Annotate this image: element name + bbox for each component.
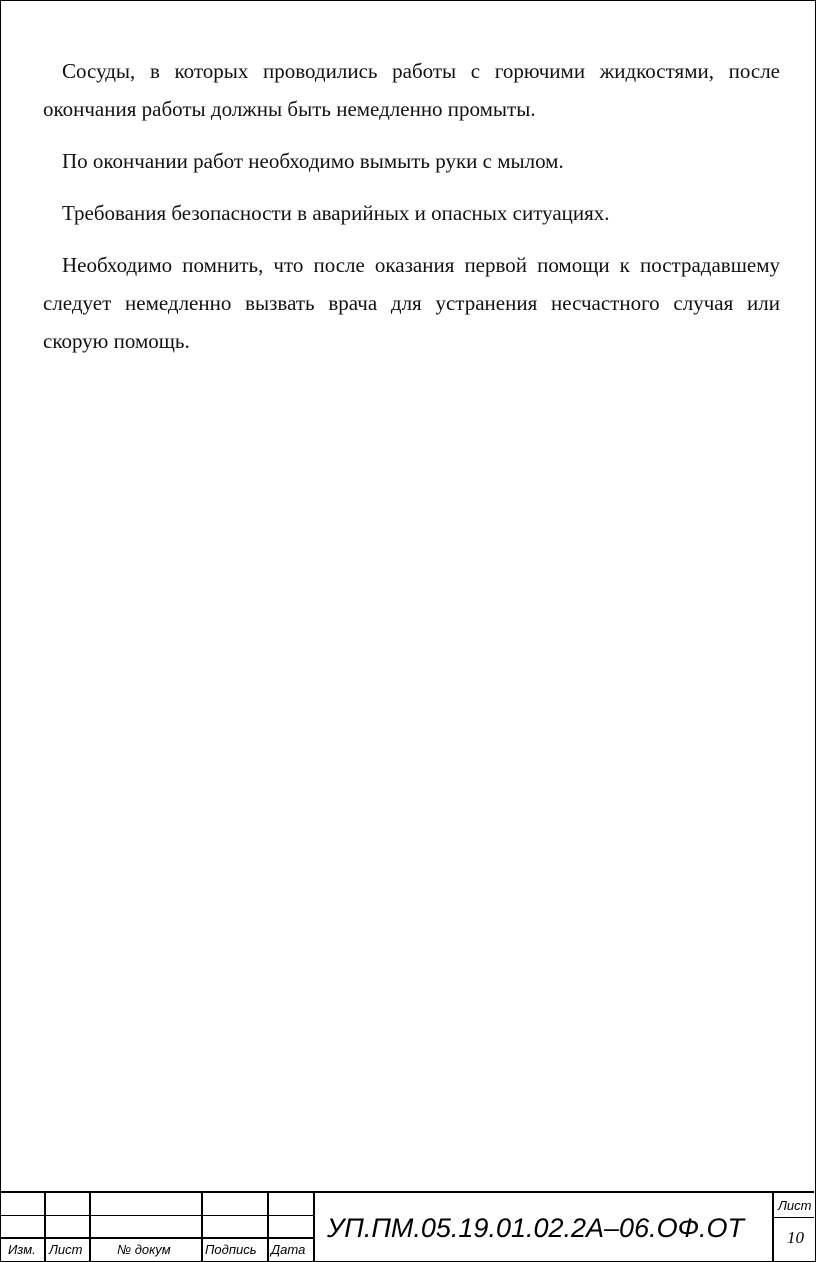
col-list-label: Лист — [49, 1242, 83, 1257]
title-block-divider — [44, 1193, 46, 1262]
col-izm-label: Изм. — [8, 1242, 36, 1257]
paragraph-1: Сосуды, в которых проводились работы с горючими жидкостями, после окончания работы должны быть немедленно промыты. — [43, 59, 780, 121]
col-doc-label: № докум — [117, 1242, 171, 1257]
col-sign-label: Подпись — [205, 1242, 257, 1257]
title-block-row-line — [1, 1237, 313, 1239]
document-body — [43, 52, 780, 374]
title-block-row-line — [1, 1215, 313, 1216]
title-block-divider — [201, 1193, 203, 1262]
title-block-divider — [772, 1193, 774, 1262]
title-block — [1, 1191, 814, 1262]
title-block-divider — [89, 1193, 91, 1262]
sheet-number: 10 — [787, 1228, 804, 1247]
paragraph-2: По окончании работ необходимо вымыть руки с мылом. — [62, 149, 564, 173]
document-code: УП.ПМ.05.19.01.02.2А–06.ОФ.ОТ — [327, 1213, 745, 1243]
paragraph-3: Требования безопасности в аварийных и опасных ситуациях. — [62, 201, 610, 225]
sheet-label: Лист — [778, 1198, 812, 1213]
title-block-divider — [313, 1193, 315, 1262]
title-block-divider — [267, 1193, 269, 1262]
col-date-label: Дата — [271, 1242, 306, 1257]
paragraph-4: Необходимо помнить, что после оказания первой помощи к пострадавшему следует немедленно вызвать врача для устранения несчастного случая или скорую помощь. — [43, 253, 780, 353]
sheet-cell-divider — [772, 1217, 814, 1218]
